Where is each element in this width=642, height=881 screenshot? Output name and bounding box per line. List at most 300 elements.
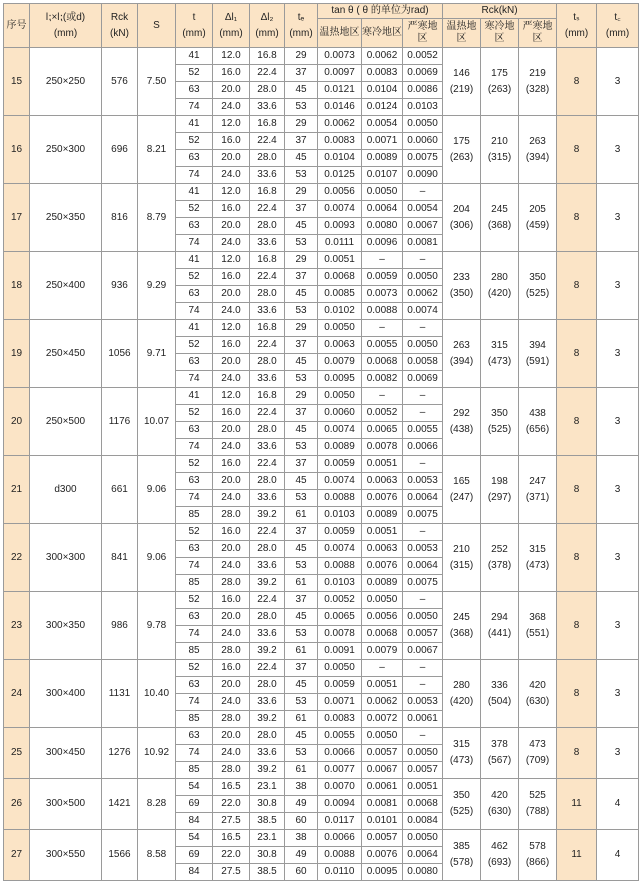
tan-cold-cell: 0.0059 xyxy=(362,269,403,286)
table-row xyxy=(4,388,639,405)
dl1-cell: 16.5 xyxy=(213,779,250,796)
tan-severe-cell: 0.0053 xyxy=(403,473,443,490)
dl1-cell: 12.0 xyxy=(213,388,250,405)
tan-warm-cell: 0.0074 xyxy=(318,541,362,558)
tan-severe-cell: – xyxy=(403,252,443,269)
dl1-cell: 12.0 xyxy=(213,184,250,201)
r-warm-cell: 165 (247) xyxy=(443,456,481,524)
rck-cell: 661 xyxy=(102,456,138,524)
te-cell: 61 xyxy=(285,507,318,524)
te-cell: 37 xyxy=(285,65,318,82)
tan-cold-cell: 0.0076 xyxy=(362,490,403,507)
tan-warm-cell: 0.0074 xyxy=(318,201,362,218)
t-cell: 84 xyxy=(176,864,213,881)
dl1-cell: 24.0 xyxy=(213,99,250,116)
size-cell: 300×400 xyxy=(30,660,102,728)
dl2-cell: 16.8 xyxy=(250,388,285,405)
tan-severe-cell: 0.0053 xyxy=(403,541,443,558)
t-cell: 41 xyxy=(176,320,213,337)
col-header-no: 序号 xyxy=(4,4,30,48)
ts-cell: 8 xyxy=(557,388,597,456)
tan-severe-cell: 0.0061 xyxy=(403,711,443,728)
tan-severe-cell: – xyxy=(403,320,443,337)
r-cold-cell: 198 (297) xyxy=(481,456,519,524)
tan-warm-cell: 0.0083 xyxy=(318,133,362,150)
tan-cold-cell: 0.0051 xyxy=(362,456,403,473)
rck-cell: 1056 xyxy=(102,320,138,388)
rck-cell: 1566 xyxy=(102,830,138,881)
dl2-cell: 33.6 xyxy=(250,235,285,252)
t-cell: 63 xyxy=(176,677,213,694)
dl2-cell: 28.0 xyxy=(250,218,285,235)
tan-cold-cell: – xyxy=(362,388,403,405)
tan-severe-cell: 0.0050 xyxy=(403,337,443,354)
table-row xyxy=(4,660,639,677)
tan-warm-cell: 0.0060 xyxy=(318,405,362,422)
te-cell: 53 xyxy=(285,167,318,184)
tan-warm-cell: 0.0103 xyxy=(318,575,362,592)
tan-severe-cell: – xyxy=(403,456,443,473)
dl2-cell: 22.4 xyxy=(250,592,285,609)
dl1-cell: 28.0 xyxy=(213,643,250,660)
tan-severe-cell: 0.0050 xyxy=(403,269,443,286)
te-cell: 37 xyxy=(285,133,318,150)
tc-cell: 3 xyxy=(597,320,639,388)
row-number: 17 xyxy=(4,184,30,252)
r-warm-cell: 245 (368) xyxy=(443,592,481,660)
dl2-cell: 28.0 xyxy=(250,422,285,439)
tan-warm-cell: 0.0079 xyxy=(318,354,362,371)
tan-warm-cell: 0.0065 xyxy=(318,609,362,626)
tc-cell: 3 xyxy=(597,524,639,592)
tan-warm-cell: 0.0093 xyxy=(318,218,362,235)
tan-cold-cell: 0.0076 xyxy=(362,847,403,864)
t-cell: 85 xyxy=(176,762,213,779)
tan-cold-cell: 0.0056 xyxy=(362,609,403,626)
dl1-cell: 24.0 xyxy=(213,490,250,507)
te-cell: 53 xyxy=(285,694,318,711)
tan-warm-cell: 0.0066 xyxy=(318,830,362,847)
tan-warm-cell: 0.0074 xyxy=(318,473,362,490)
tan-severe-cell: 0.0090 xyxy=(403,167,443,184)
table-row xyxy=(4,320,639,337)
r-warm-cell: 175 (263) xyxy=(443,116,481,184)
t-cell: 52 xyxy=(176,269,213,286)
r-severe-cell: 219 (328) xyxy=(519,48,557,116)
tan-severe-cell: 0.0066 xyxy=(403,439,443,456)
tan-severe-cell: 0.0060 xyxy=(403,133,443,150)
tan-severe-cell: – xyxy=(403,388,443,405)
tan-cold-cell: 0.0071 xyxy=(362,133,403,150)
tan-severe-cell: – xyxy=(403,677,443,694)
dl2-cell: 16.8 xyxy=(250,116,285,133)
s-cell: 8.79 xyxy=(138,184,176,252)
tan-severe-cell: 0.0075 xyxy=(403,150,443,167)
table-row xyxy=(4,524,639,541)
tan-warm-cell: 0.0104 xyxy=(318,150,362,167)
t-cell: 74 xyxy=(176,745,213,762)
t-cell: 52 xyxy=(176,524,213,541)
r-warm-cell: 263 (394) xyxy=(443,320,481,388)
rck-cell: 936 xyxy=(102,252,138,320)
te-cell: 53 xyxy=(285,303,318,320)
t-cell: 63 xyxy=(176,286,213,303)
dl2-cell: 39.2 xyxy=(250,643,285,660)
tan-cold-cell: 0.0063 xyxy=(362,541,403,558)
dl1-cell: 16.5 xyxy=(213,830,250,847)
col-header-tan-cold: 寒冷地区 xyxy=(362,19,403,48)
r-severe-cell: 578 (866) xyxy=(519,830,557,881)
row-number: 18 xyxy=(4,252,30,320)
dl2-cell: 28.0 xyxy=(250,728,285,745)
dl1-cell: 24.0 xyxy=(213,303,250,320)
dl1-cell: 28.0 xyxy=(213,762,250,779)
r-cold-cell: 280 (420) xyxy=(481,252,519,320)
tan-warm-cell: 0.0074 xyxy=(318,422,362,439)
tan-cold-cell: 0.0051 xyxy=(362,524,403,541)
tan-warm-cell: 0.0066 xyxy=(318,745,362,762)
tan-severe-cell: 0.0084 xyxy=(403,813,443,830)
dl1-cell: 24.0 xyxy=(213,235,250,252)
dl1-cell: 24.0 xyxy=(213,371,250,388)
s-cell: 9.78 xyxy=(138,592,176,660)
dl1-cell: 16.0 xyxy=(213,456,250,473)
t-cell: 74 xyxy=(176,490,213,507)
s-cell: 9.71 xyxy=(138,320,176,388)
tan-cold-cell: 0.0081 xyxy=(362,796,403,813)
tan-severe-cell: 0.0081 xyxy=(403,235,443,252)
dl2-cell: 33.6 xyxy=(250,99,285,116)
t-cell: 63 xyxy=(176,609,213,626)
t-cell: 74 xyxy=(176,235,213,252)
tan-severe-cell: – xyxy=(403,524,443,541)
t-cell: 41 xyxy=(176,184,213,201)
tan-cold-cell: – xyxy=(362,660,403,677)
ts-cell: 11 xyxy=(557,830,597,881)
dl2-cell: 39.2 xyxy=(250,575,285,592)
col-header-r-severe: 严寒地区 xyxy=(519,19,557,48)
tan-severe-cell: 0.0054 xyxy=(403,201,443,218)
t-cell: 63 xyxy=(176,150,213,167)
t-cell: 41 xyxy=(176,252,213,269)
size-cell: 250×300 xyxy=(30,116,102,184)
tan-warm-cell: 0.0052 xyxy=(318,592,362,609)
dl1-cell: 12.0 xyxy=(213,320,250,337)
tc-cell: 3 xyxy=(597,728,639,779)
t-cell: 63 xyxy=(176,82,213,99)
row-number: 23 xyxy=(4,592,30,660)
tan-cold-cell: 0.0124 xyxy=(362,99,403,116)
te-cell: 61 xyxy=(285,643,318,660)
tan-cold-cell: 0.0062 xyxy=(362,48,403,65)
table-row xyxy=(4,830,639,847)
te-cell: 45 xyxy=(285,218,318,235)
te-cell: 37 xyxy=(285,660,318,677)
rck-cell: 986 xyxy=(102,592,138,660)
tan-warm-cell: 0.0059 xyxy=(318,456,362,473)
te-cell: 45 xyxy=(285,473,318,490)
tan-severe-cell: 0.0052 xyxy=(403,48,443,65)
table-row xyxy=(4,728,639,745)
te-cell: 61 xyxy=(285,762,318,779)
rck-cell: 1176 xyxy=(102,388,138,456)
header-row-1 xyxy=(4,4,639,19)
dl2-cell: 28.0 xyxy=(250,286,285,303)
table-body xyxy=(4,48,639,881)
dl2-cell: 28.0 xyxy=(250,82,285,99)
te-cell: 53 xyxy=(285,235,318,252)
dl2-cell: 16.8 xyxy=(250,252,285,269)
rck-cell: 1131 xyxy=(102,660,138,728)
tan-severe-cell: 0.0064 xyxy=(403,558,443,575)
t-cell: 74 xyxy=(176,167,213,184)
dl1-cell: 16.0 xyxy=(213,337,250,354)
dl2-cell: 22.4 xyxy=(250,405,285,422)
te-cell: 37 xyxy=(285,201,318,218)
tan-warm-cell: 0.0071 xyxy=(318,694,362,711)
te-cell: 53 xyxy=(285,371,318,388)
t-cell: 54 xyxy=(176,779,213,796)
tan-severe-cell: 0.0064 xyxy=(403,847,443,864)
dl1-cell: 16.0 xyxy=(213,592,250,609)
col-header-rck-group: Rck(kN) xyxy=(443,4,557,19)
tan-warm-cell: 0.0091 xyxy=(318,643,362,660)
tan-severe-cell: – xyxy=(403,184,443,201)
row-number: 20 xyxy=(4,388,30,456)
r-cold-cell: 420 (630) xyxy=(481,779,519,830)
s-cell: 8.28 xyxy=(138,779,176,830)
dl1-cell: 20.0 xyxy=(213,218,250,235)
r-cold-cell: 175 (263) xyxy=(481,48,519,116)
tan-severe-cell: – xyxy=(403,728,443,745)
te-cell: 45 xyxy=(285,609,318,626)
r-severe-cell: 525 (788) xyxy=(519,779,557,830)
tc-cell: 3 xyxy=(597,388,639,456)
t-cell: 41 xyxy=(176,116,213,133)
tan-cold-cell: 0.0068 xyxy=(362,354,403,371)
r-cold-cell: 350 (525) xyxy=(481,388,519,456)
ts-cell: 8 xyxy=(557,728,597,779)
te-cell: 29 xyxy=(285,48,318,65)
dl1-cell: 27.5 xyxy=(213,864,250,881)
t-cell: 41 xyxy=(176,388,213,405)
te-cell: 61 xyxy=(285,575,318,592)
dl1-cell: 24.0 xyxy=(213,558,250,575)
dl2-cell: 39.2 xyxy=(250,762,285,779)
tan-warm-cell: 0.0063 xyxy=(318,337,362,354)
dl1-cell: 16.0 xyxy=(213,405,250,422)
r-cold-cell: 315 (473) xyxy=(481,320,519,388)
tan-warm-cell: 0.0125 xyxy=(318,167,362,184)
rck-cell: 1276 xyxy=(102,728,138,779)
r-severe-cell: 420 (630) xyxy=(519,660,557,728)
tc-cell: 4 xyxy=(597,779,639,830)
row-number: 22 xyxy=(4,524,30,592)
tan-cold-cell: 0.0104 xyxy=(362,82,403,99)
tan-cold-cell: 0.0083 xyxy=(362,65,403,82)
tan-severe-cell: – xyxy=(403,660,443,677)
te-cell: 37 xyxy=(285,592,318,609)
row-number: 27 xyxy=(4,830,30,881)
tan-warm-cell: 0.0056 xyxy=(318,184,362,201)
size-cell: 250×400 xyxy=(30,252,102,320)
row-number: 21 xyxy=(4,456,30,524)
size-cell: 300×350 xyxy=(30,592,102,660)
tan-cold-cell: 0.0057 xyxy=(362,745,403,762)
tan-cold-cell: 0.0107 xyxy=(362,167,403,184)
dl1-cell: 20.0 xyxy=(213,541,250,558)
tc-cell: 3 xyxy=(597,660,639,728)
dl1-cell: 20.0 xyxy=(213,150,250,167)
size-cell: 250×350 xyxy=(30,184,102,252)
tan-severe-cell: 0.0067 xyxy=(403,643,443,660)
ts-cell: 8 xyxy=(557,252,597,320)
tan-cold-cell: 0.0095 xyxy=(362,864,403,881)
t-cell: 74 xyxy=(176,371,213,388)
dl2-cell: 22.4 xyxy=(250,524,285,541)
rck-cell: 696 xyxy=(102,116,138,184)
tan-cold-cell: 0.0065 xyxy=(362,422,403,439)
r-cold-cell: 252 (378) xyxy=(481,524,519,592)
table-row xyxy=(4,592,639,609)
col-header-tan-severe: 严寒地区 xyxy=(403,19,443,48)
tan-severe-cell: 0.0050 xyxy=(403,609,443,626)
col-header-t: t (mm) xyxy=(176,4,213,48)
ts-cell: 8 xyxy=(557,524,597,592)
tan-warm-cell: 0.0050 xyxy=(318,388,362,405)
dl1-cell: 24.0 xyxy=(213,626,250,643)
r-severe-cell: 263 (394) xyxy=(519,116,557,184)
dl1-cell: 12.0 xyxy=(213,48,250,65)
t-cell: 85 xyxy=(176,507,213,524)
rck-cell: 816 xyxy=(102,184,138,252)
table-row xyxy=(4,116,639,133)
te-cell: 53 xyxy=(285,745,318,762)
dl1-cell: 22.0 xyxy=(213,796,250,813)
t-cell: 52 xyxy=(176,337,213,354)
dl1-cell: 16.0 xyxy=(213,65,250,82)
r-severe-cell: 247 (371) xyxy=(519,456,557,524)
tan-cold-cell: 0.0101 xyxy=(362,813,403,830)
te-cell: 49 xyxy=(285,796,318,813)
tan-warm-cell: 0.0073 xyxy=(318,48,362,65)
r-warm-cell: 146 (219) xyxy=(443,48,481,116)
r-warm-cell: 280 (420) xyxy=(443,660,481,728)
col-header-dl2: Δl₂ (mm) xyxy=(250,4,285,48)
t-cell: 69 xyxy=(176,847,213,864)
t-cell: 41 xyxy=(176,48,213,65)
tan-warm-cell: 0.0088 xyxy=(318,558,362,575)
table-row xyxy=(4,252,639,269)
dl2-cell: 28.0 xyxy=(250,473,285,490)
tan-cold-cell: 0.0050 xyxy=(362,184,403,201)
dl1-cell: 16.0 xyxy=(213,133,250,150)
tan-severe-cell: 0.0050 xyxy=(403,745,443,762)
row-number: 15 xyxy=(4,48,30,116)
tan-warm-cell: 0.0102 xyxy=(318,303,362,320)
r-severe-cell: 394 (591) xyxy=(519,320,557,388)
ts-cell: 8 xyxy=(557,592,597,660)
tan-severe-cell: 0.0062 xyxy=(403,286,443,303)
s-cell: 7.50 xyxy=(138,48,176,116)
te-cell: 29 xyxy=(285,252,318,269)
ts-cell: 8 xyxy=(557,116,597,184)
col-header-dl1: Δl₁ (mm) xyxy=(213,4,250,48)
size-cell: 300×500 xyxy=(30,779,102,830)
size-cell: 250×250 xyxy=(30,48,102,116)
tan-warm-cell: 0.0103 xyxy=(318,507,362,524)
te-cell: 45 xyxy=(285,728,318,745)
row-number: 19 xyxy=(4,320,30,388)
dl1-cell: 20.0 xyxy=(213,677,250,694)
t-cell: 52 xyxy=(176,592,213,609)
dl2-cell: 16.8 xyxy=(250,48,285,65)
row-number: 25 xyxy=(4,728,30,779)
table-row xyxy=(4,779,639,796)
dl2-cell: 38.5 xyxy=(250,864,285,881)
dl2-cell: 33.6 xyxy=(250,303,285,320)
dl1-cell: 20.0 xyxy=(213,609,250,626)
dl2-cell: 22.4 xyxy=(250,201,285,218)
s-cell: 9.06 xyxy=(138,524,176,592)
tan-warm-cell: 0.0117 xyxy=(318,813,362,830)
tc-cell: 3 xyxy=(597,116,639,184)
tan-severe-cell: 0.0069 xyxy=(403,371,443,388)
col-header-r-cold: 寒冷地区 xyxy=(481,19,519,48)
s-cell: 10.40 xyxy=(138,660,176,728)
te-cell: 45 xyxy=(285,422,318,439)
r-warm-cell: 350 (525) xyxy=(443,779,481,830)
tan-severe-cell: 0.0051 xyxy=(403,779,443,796)
tan-warm-cell: 0.0121 xyxy=(318,82,362,99)
tan-warm-cell: 0.0062 xyxy=(318,116,362,133)
col-header-te: tₑ (mm) xyxy=(285,4,318,48)
col-header-s: S xyxy=(138,4,176,48)
size-cell: 300×450 xyxy=(30,728,102,779)
dl2-cell: 30.8 xyxy=(250,796,285,813)
tan-cold-cell: 0.0076 xyxy=(362,558,403,575)
table-row xyxy=(4,48,639,65)
col-header-tan-warm: 温热地区 xyxy=(318,19,362,48)
tc-cell: 3 xyxy=(597,456,639,524)
r-cold-cell: 245 (368) xyxy=(481,184,519,252)
te-cell: 45 xyxy=(285,82,318,99)
tan-severe-cell: 0.0057 xyxy=(403,626,443,643)
dl1-cell: 16.0 xyxy=(213,524,250,541)
tan-severe-cell: – xyxy=(403,592,443,609)
tan-cold-cell: 0.0078 xyxy=(362,439,403,456)
tan-warm-cell: 0.0051 xyxy=(318,252,362,269)
te-cell: 38 xyxy=(285,779,318,796)
tan-warm-cell: 0.0094 xyxy=(318,796,362,813)
te-cell: 37 xyxy=(285,405,318,422)
dl2-cell: 33.6 xyxy=(250,558,285,575)
tan-warm-cell: 0.0068 xyxy=(318,269,362,286)
te-cell: 37 xyxy=(285,456,318,473)
tan-cold-cell: – xyxy=(362,320,403,337)
tan-cold-cell: 0.0063 xyxy=(362,473,403,490)
dl2-cell: 33.6 xyxy=(250,439,285,456)
ts-cell: 8 xyxy=(557,320,597,388)
r-severe-cell: 350 (525) xyxy=(519,252,557,320)
s-cell: 9.29 xyxy=(138,252,176,320)
r-warm-cell: 315 (473) xyxy=(443,728,481,779)
dl1-cell: 12.0 xyxy=(213,116,250,133)
t-cell: 85 xyxy=(176,575,213,592)
te-cell: 29 xyxy=(285,320,318,337)
tan-severe-cell: 0.0074 xyxy=(403,303,443,320)
table-row xyxy=(4,184,639,201)
